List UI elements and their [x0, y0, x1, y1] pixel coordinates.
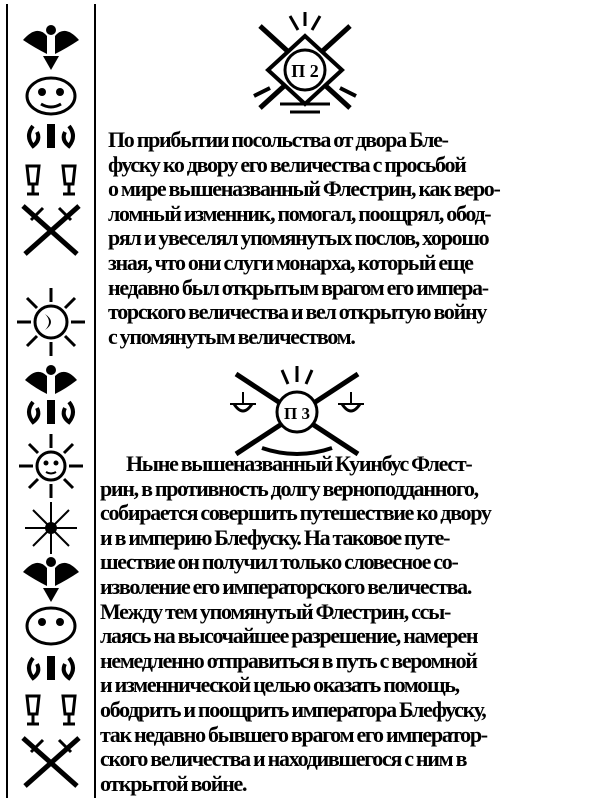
paragraph-second — [100, 452, 590, 796]
text-line: лаясь на высочайшее разрешение, намерен — [100, 623, 478, 649]
text-line: Ныне вышеназванный Куинбус Флест- — [126, 451, 472, 476]
text-line: зная, что они слуги монарха, который еще — [108, 249, 473, 275]
text-line: рин, в противность долгу верноподданного, — [100, 475, 478, 501]
text-line: немедленно отправиться в путь с веромной — [100, 647, 477, 673]
text-line: рял и увеселял упомянутых послов, хорошо — [108, 225, 489, 251]
text-line: изволение его императорского величества. — [100, 573, 472, 599]
text-line: Между тем упомянутый Флестрин, ссы- — [100, 598, 450, 624]
text-line: с упомянутым величеством. — [108, 323, 355, 349]
emblem-label: П 3 — [284, 404, 310, 423]
ornamental-border — [6, 4, 96, 798]
mask-icon — [27, 78, 75, 114]
text-line: ломный изменник, помогал, поощрял, обод- — [108, 200, 491, 226]
crossed-swords-icon — [23, 206, 79, 254]
scroll-ornament-icon — [29, 400, 73, 424]
trophy-scales-emblem-icon — [222, 364, 372, 460]
text-line: шествие он получил только словесное со- — [100, 549, 458, 575]
text-line: ского величества и находившегося с ним в — [100, 746, 467, 772]
text-line: фуску ко двору его величества с просьбой — [108, 151, 466, 177]
eagle-icon — [25, 365, 77, 394]
scroll-ornament-icon — [29, 124, 73, 148]
paragraph-first — [108, 128, 588, 349]
emblem-p3 — [222, 364, 372, 460]
crossed-swords-icon — [23, 738, 79, 786]
text-line: открытой войне. — [100, 770, 247, 796]
text-line: недавно был открытым врагом его импера- — [108, 274, 488, 300]
mask-icon — [27, 608, 75, 644]
text-line: о мире вышеназванный Флестрин, как веро- — [108, 176, 500, 202]
text-line: ободрить и поощрить императора Блефуску, — [100, 696, 486, 722]
eagle-icon — [23, 557, 79, 602]
emblem-p2 — [250, 8, 360, 120]
cups-icon — [27, 696, 75, 724]
emblem-label: П 2 — [291, 61, 319, 81]
trophy-emblem-icon — [250, 8, 360, 120]
cups-icon — [27, 166, 75, 194]
text-line: и изменнической целью оказать помощь, — [100, 672, 459, 698]
ornament-icons — [8, 4, 94, 798]
text-line: собирается совершить путешествие ко двору — [100, 500, 491, 526]
text-line: По прибытии посольства от двора Бле- — [108, 127, 448, 152]
text-line: так недавно бывшего врагом его император- — [100, 721, 487, 747]
scroll-ornament-icon — [29, 656, 73, 680]
text-line: торского величества и вел открытую войну — [108, 299, 487, 325]
sun-face-icon — [19, 434, 83, 498]
eagle-icon — [23, 25, 79, 70]
sunburst-icon — [17, 288, 85, 356]
starburst-icon — [25, 502, 77, 554]
text-line: и в империю Блефуску. На таковое путе- — [100, 524, 450, 550]
